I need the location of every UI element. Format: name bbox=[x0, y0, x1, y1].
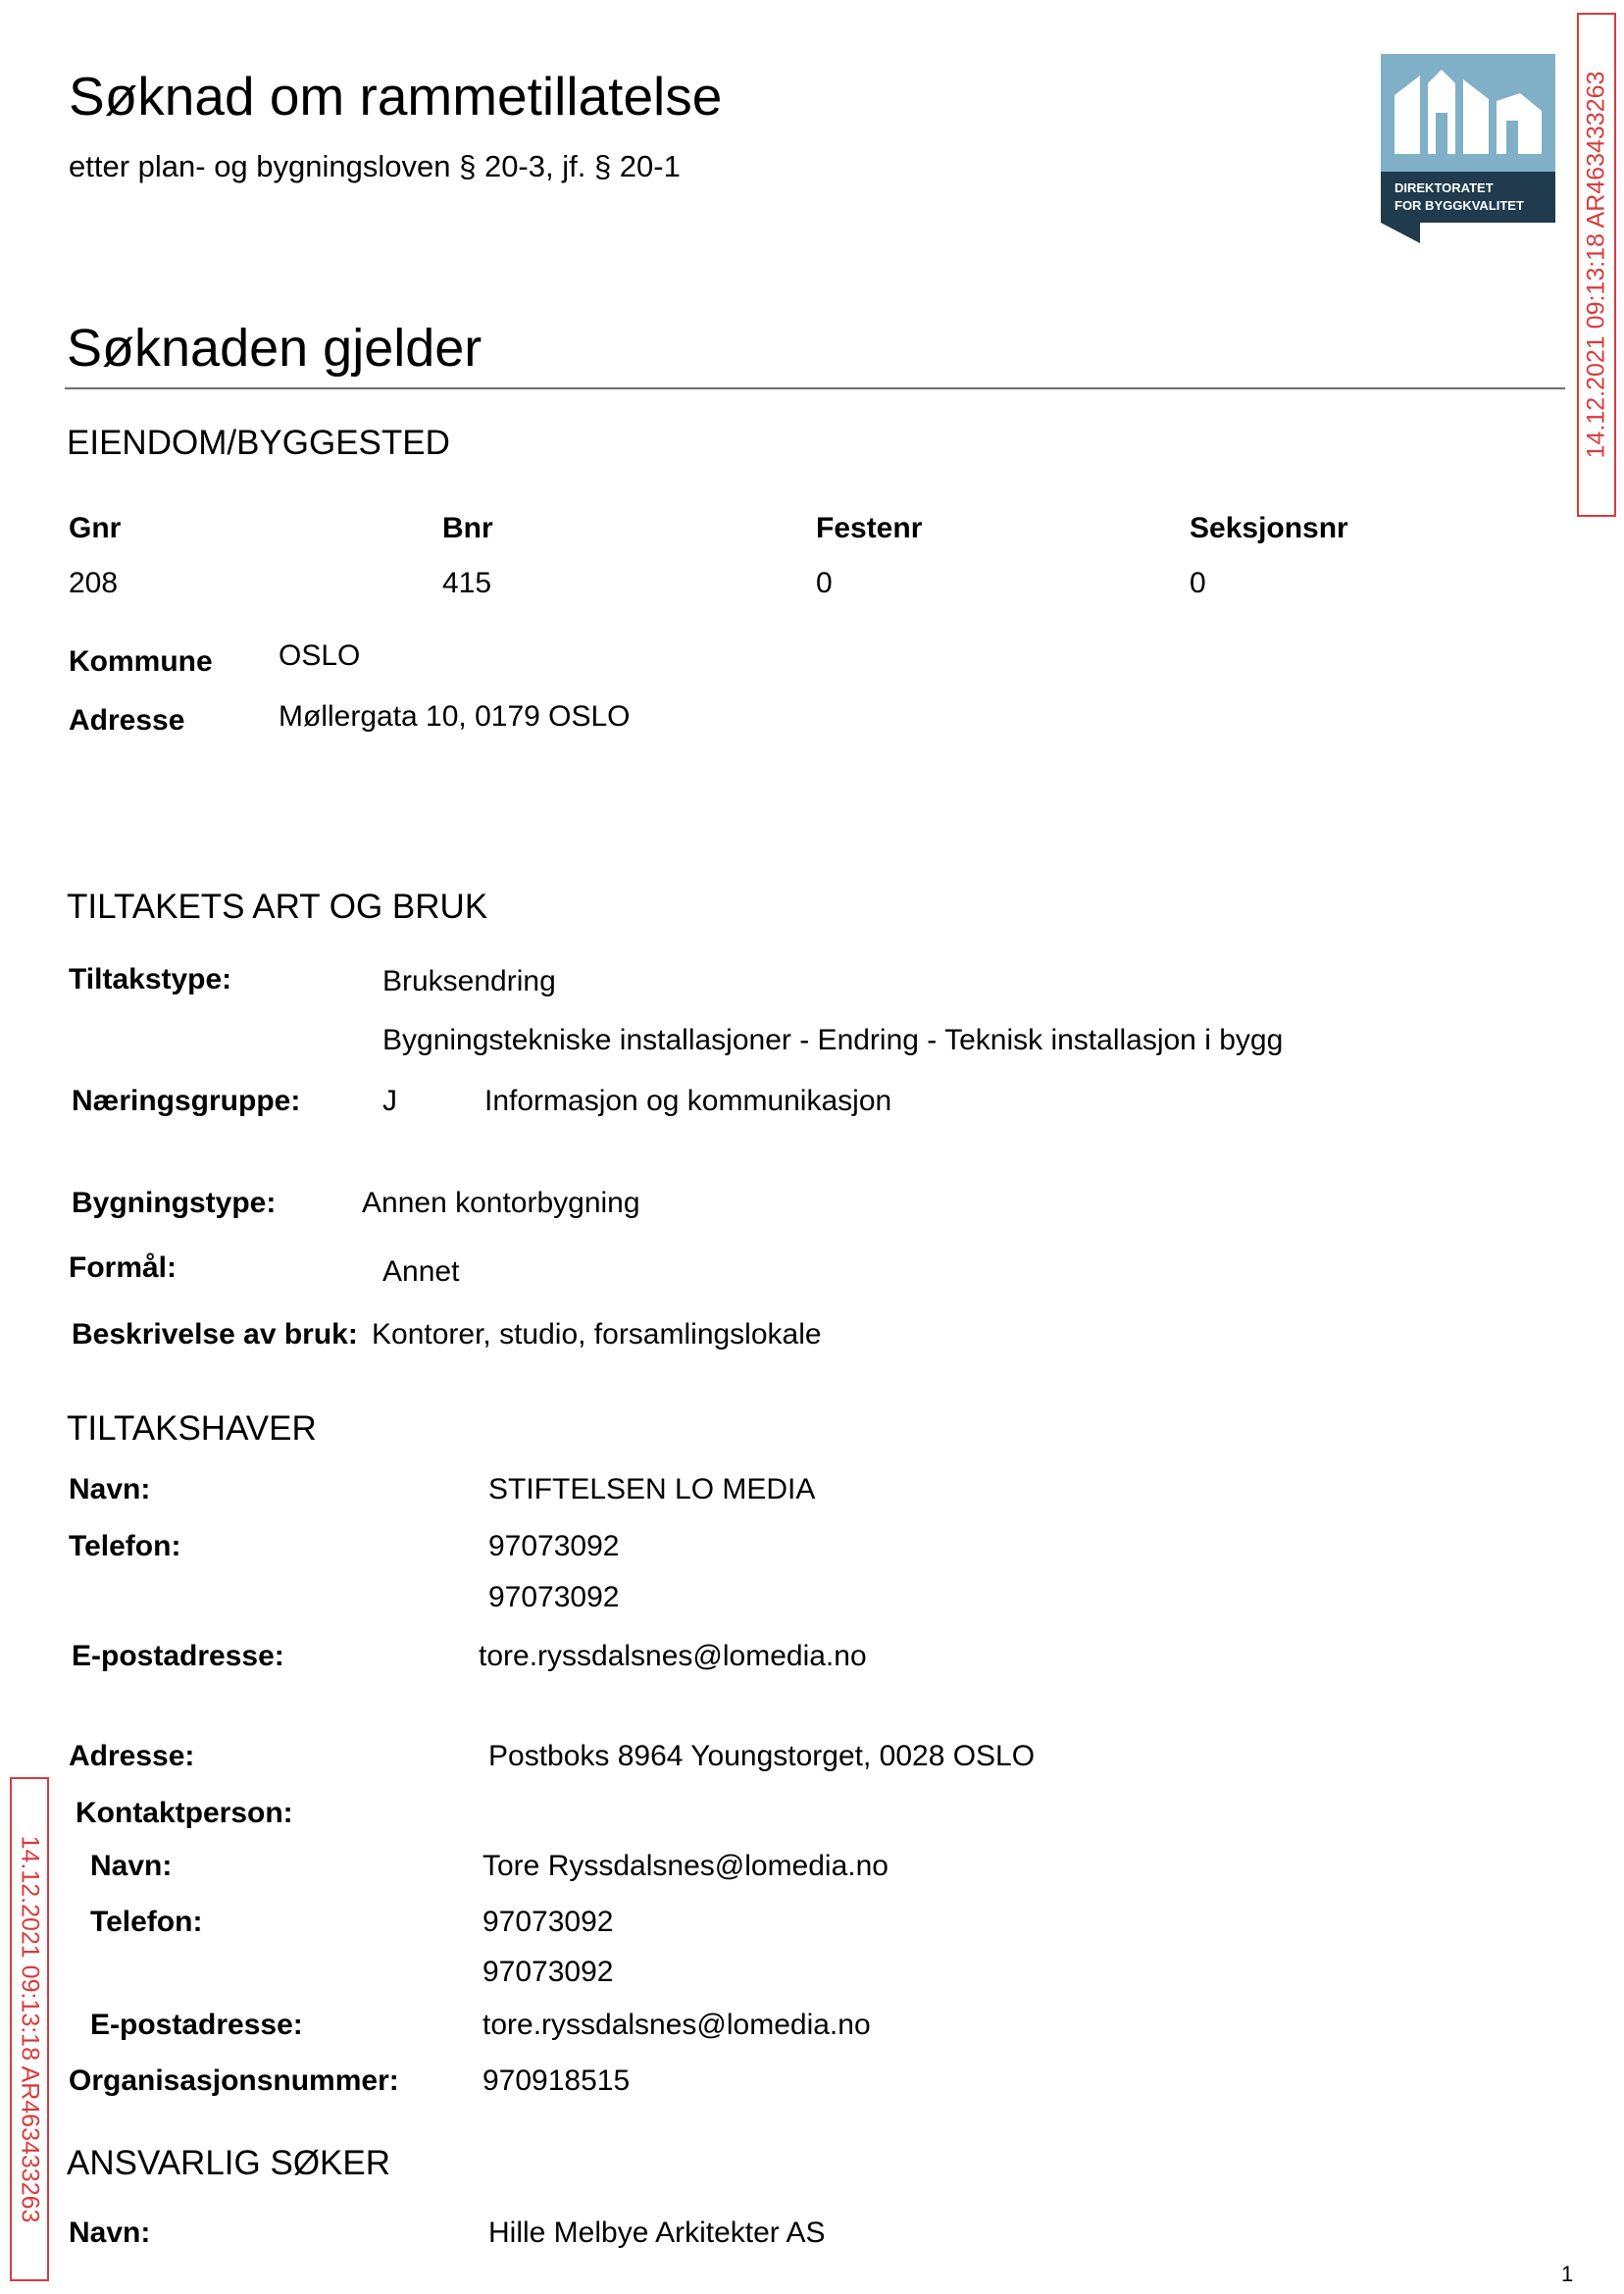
value-bygningstype: Annen kontorbygning bbox=[362, 1187, 640, 1219]
value-bnr: 415 bbox=[442, 567, 492, 599]
section-title: Søknaden gjelder bbox=[67, 319, 482, 378]
stamp-text-left: 14.12.2021 09:13:18 AR463433263 bbox=[16, 1835, 44, 2223]
label-tiltakstype: Tiltakstype: bbox=[69, 963, 232, 995]
value-tiltakstype-2: Bygningstekniske installasjoner - Endring - Teknisk installasjon i bygg bbox=[382, 1024, 1284, 1056]
value-kommune: OSLO bbox=[279, 639, 361, 672]
label-naeringsgruppe: Næringsgruppe: bbox=[72, 1085, 301, 1117]
value-navn: STIFTELSEN LO MEDIA bbox=[488, 1473, 816, 1505]
label-kp-telefon: Telefon: bbox=[90, 1906, 203, 1938]
label-gnr: Gnr bbox=[69, 512, 122, 544]
label-telefon: Telefon: bbox=[69, 1530, 181, 1562]
value-soker-navn: Hille Melbye Arkitekter AS bbox=[488, 2217, 826, 2249]
value-orgnr: 970918515 bbox=[482, 2065, 631, 2097]
label-kp-epost: E-postadresse: bbox=[90, 2009, 303, 2041]
value-telefon-1: 97073092 bbox=[488, 1530, 620, 1562]
timestamp-stamp-left bbox=[10, 1777, 49, 2281]
value-seksjonsnr: 0 bbox=[1190, 567, 1206, 599]
label-bnr: Bnr bbox=[442, 512, 493, 544]
value-telefon-2: 97073092 bbox=[488, 1581, 620, 1613]
label-formaal: Formål: bbox=[69, 1251, 178, 1284]
value-festenr: 0 bbox=[816, 567, 833, 599]
heading-tiltak: TILTAKETS ART OG BRUK bbox=[67, 888, 488, 926]
value-kp-telefon-1: 97073092 bbox=[482, 1906, 614, 1938]
logo-text-line2: FOR BYGGKVALITET bbox=[1395, 198, 1524, 213]
label-kp-navn: Navn: bbox=[90, 1850, 173, 1882]
value-kp-telefon-2: 97073092 bbox=[482, 1956, 614, 1988]
label-epost: E-postadresse: bbox=[72, 1640, 284, 1672]
logo-text-line1: DIREKTORATET bbox=[1395, 180, 1494, 195]
page-title: Søknad om rammetillatelse bbox=[69, 66, 723, 127]
stamp-text: 14.12.2021 09:13:18 AR463433263 bbox=[1582, 71, 1610, 459]
value-epost: tore.ryssdalsnes@lomedia.no bbox=[479, 1640, 867, 1672]
label-adresse: Adresse bbox=[69, 704, 185, 737]
page-number: 1 bbox=[1561, 2262, 1574, 2286]
label-soker-navn: Navn: bbox=[69, 2217, 151, 2249]
label-kontaktperson: Kontaktperson: bbox=[76, 1797, 293, 1829]
label-adresse-tiltakshaver: Adresse: bbox=[69, 1740, 195, 1772]
label-kommune: Kommune bbox=[69, 645, 213, 678]
dibk-logo bbox=[1381, 54, 1555, 243]
label-seksjonsnr: Seksjonsnr bbox=[1190, 512, 1348, 544]
heading-eiendom: EIENDOM/BYGGESTED bbox=[67, 424, 450, 462]
page-subtitle: etter plan- og bygningsloven § 20-3, jf. § 20-1 bbox=[69, 149, 681, 183]
label-festenr: Festenr bbox=[816, 512, 923, 544]
value-adresse: Møllergata 10, 0179 OSLO bbox=[279, 700, 631, 733]
timestamp-stamp-right bbox=[1577, 13, 1616, 517]
value-naeringsgruppe-text: Informasjon og kommunikasjon bbox=[484, 1085, 892, 1117]
value-formaal: Annet bbox=[382, 1255, 460, 1288]
value-kp-epost: tore.ryssdalsnes@lomedia.no bbox=[482, 2009, 871, 2041]
heading-tiltakshaver: TILTAKSHAVER bbox=[67, 1409, 317, 1448]
label-navn: Navn: bbox=[69, 1473, 151, 1505]
value-naeringsgruppe-code: J bbox=[382, 1085, 397, 1117]
section-divider bbox=[65, 387, 1565, 389]
heading-ansvarlig-soker: ANSVARLIG SØKER bbox=[67, 2144, 391, 2182]
value-gnr: 208 bbox=[69, 567, 119, 599]
value-adresse-tiltakshaver: Postboks 8964 Youngstorget, 0028 OSLO bbox=[488, 1740, 1036, 1772]
label-bygningstype: Bygningstype: bbox=[72, 1187, 277, 1219]
label-beskrivelse: Beskrivelse av bruk: bbox=[72, 1318, 358, 1351]
value-kp-navn: Tore Ryssdalsnes@lomedia.no bbox=[482, 1850, 888, 1882]
label-orgnr: Organisasjonsnummer: bbox=[69, 2065, 399, 2097]
value-tiltakstype-1: Bruksendring bbox=[382, 965, 556, 997]
value-beskrivelse: Kontorer, studio, forsamlingslokale bbox=[372, 1318, 822, 1351]
